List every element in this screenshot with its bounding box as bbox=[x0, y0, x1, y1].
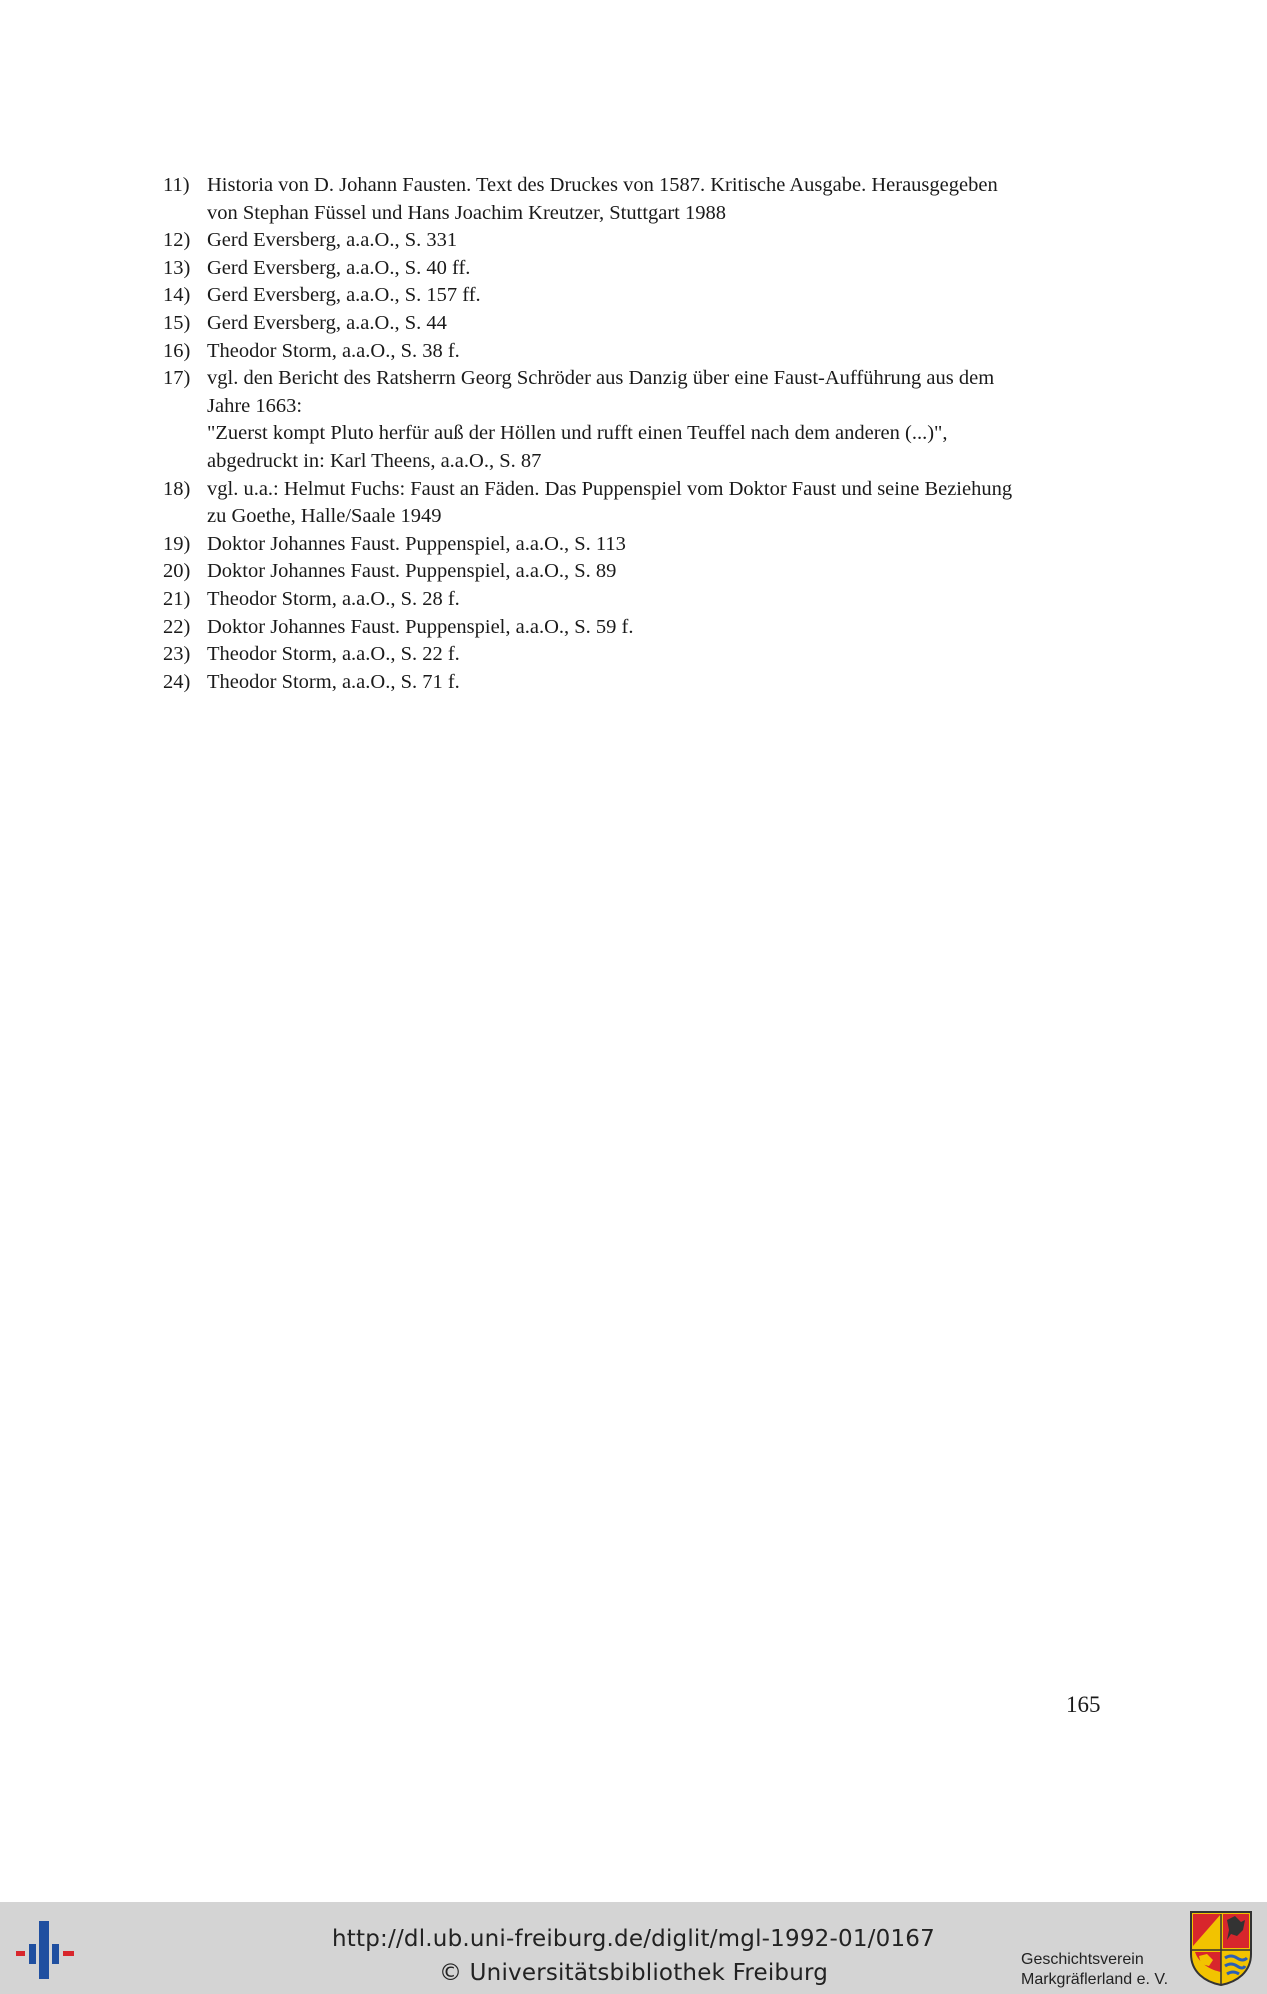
footnote-number: 16) bbox=[163, 339, 191, 362]
footnote-text bbox=[207, 282, 1113, 310]
footnote-item bbox=[163, 669, 1113, 697]
footnote-text bbox=[207, 172, 1113, 227]
footnote-text bbox=[207, 255, 1113, 283]
footnote-line: Gerd Eversberg, a.a.O., S. 44 bbox=[207, 311, 447, 334]
footnote-text bbox=[207, 669, 1113, 697]
footnote-line: Gerd Eversberg, a.a.O., S. 331 bbox=[207, 229, 458, 252]
footnote-line: Jahre 1663: bbox=[207, 394, 303, 417]
footnote-number: 12) bbox=[163, 229, 191, 252]
footnote-item bbox=[163, 558, 1113, 586]
footnote-item bbox=[163, 641, 1113, 669]
footnote-text bbox=[207, 641, 1113, 669]
footnote-line: von Stephan Füssel und Hans Joachim Kreutzer, Stuttgart 1988 bbox=[207, 201, 727, 224]
footnote-item bbox=[163, 255, 1113, 283]
viewer-footer bbox=[0, 1902, 1267, 1994]
footnote-line: Gerd Eversberg, a.a.O., S. 157 ff. bbox=[207, 284, 481, 307]
page-number: 165 bbox=[1066, 1692, 1101, 1717]
footnote-number: 15) bbox=[163, 311, 191, 334]
footnote-line: zu Goethe, Halle/Saale 1949 bbox=[207, 505, 442, 528]
footnote-number: 19) bbox=[163, 532, 191, 555]
footnote-line: Gerd Eversberg, a.a.O., S. 40 ff. bbox=[207, 256, 471, 279]
footnote-item bbox=[163, 531, 1113, 559]
society-name bbox=[1021, 1950, 1168, 1990]
footnote-number: 21) bbox=[163, 587, 191, 610]
footnote-item bbox=[163, 586, 1113, 614]
footnote-line: Theodor Storm, a.a.O., S. 71 f. bbox=[207, 670, 460, 693]
footnote-text bbox=[207, 558, 1113, 586]
footnote-text bbox=[207, 310, 1113, 338]
footnote-list bbox=[163, 172, 1113, 696]
coat-of-arms-icon bbox=[1189, 1910, 1253, 1986]
footnote-number: 18) bbox=[163, 477, 191, 500]
footnote-text bbox=[207, 338, 1113, 366]
footnote-text bbox=[207, 614, 1113, 642]
footnote-item bbox=[163, 310, 1113, 338]
footnote-number: 14) bbox=[163, 284, 191, 307]
document-url[interactable]: http://dl.ub.uni-freiburg.de/diglit/mgl-1992-01/0167 bbox=[332, 1926, 935, 1952]
footnote-item bbox=[163, 227, 1113, 255]
footnote-item bbox=[163, 282, 1113, 310]
copyright-notice: © Universitätsbibliothek Freiburg bbox=[438, 1960, 829, 1986]
society-name-line1: Geschichtsverein bbox=[1021, 1951, 1144, 1968]
society-name-line2: Markgräflerland e. V. bbox=[1021, 1971, 1169, 1988]
footnote-line: Historia von D. Johann Fausten. Text des Druckes von 1587. Kritische Ausgabe. Herausgegeben bbox=[207, 174, 998, 196]
footnote-number: 13) bbox=[163, 256, 191, 279]
footnote-item bbox=[163, 365, 1113, 475]
footnote-item bbox=[163, 614, 1113, 642]
footnote-line: Theodor Storm, a.a.O., S. 28 f. bbox=[207, 587, 460, 610]
footnote-item bbox=[163, 338, 1113, 366]
footnote-text bbox=[207, 476, 1113, 531]
footnote-line: Doktor Johannes Faust. Puppenspiel, a.a.O., S. 89 bbox=[207, 560, 617, 583]
footnote-text bbox=[207, 586, 1113, 614]
footnote-item bbox=[163, 476, 1113, 531]
footnote-line: Doktor Johannes Faust. Puppenspiel, a.a.O., S. 59 f. bbox=[207, 615, 634, 638]
footnote-number: 20) bbox=[163, 560, 191, 583]
footnote-number: 22) bbox=[163, 615, 191, 638]
footnote-item bbox=[163, 172, 1113, 227]
footnote-number: 24) bbox=[163, 670, 191, 693]
footnote-line: "Zuerst kompt Pluto herfür auß der Höllen und rufft einen Teuffel nach dem anderen (...)", bbox=[207, 422, 948, 445]
footnote-text bbox=[207, 365, 1113, 475]
footnote-number: 11) bbox=[163, 174, 190, 196]
footnote-text bbox=[207, 531, 1113, 559]
footnote-line: vgl. den Bericht des Ratsherrn Georg Schröder aus Danzig über eine Faust-Aufführung aus dem bbox=[207, 367, 995, 390]
footnote-line: abgedruckt in: Karl Theens, a.a.O., S. 87 bbox=[207, 449, 542, 472]
footnote-number: 17) bbox=[163, 367, 191, 390]
footnote-text bbox=[207, 227, 1113, 255]
footnote-line: Theodor Storm, a.a.O., S. 22 f. bbox=[207, 643, 460, 666]
footnote-line: Doktor Johannes Faust. Puppenspiel, a.a.O., S. 113 bbox=[207, 532, 626, 555]
footnote-number: 23) bbox=[163, 643, 191, 666]
footnote-line: Theodor Storm, a.a.O., S. 38 f. bbox=[207, 339, 460, 362]
footnote-line: vgl. u.a.: Helmut Fuchs: Faust an Fäden. Das Puppenspiel vom Doktor Faust und seine Beziehung bbox=[207, 477, 1013, 500]
